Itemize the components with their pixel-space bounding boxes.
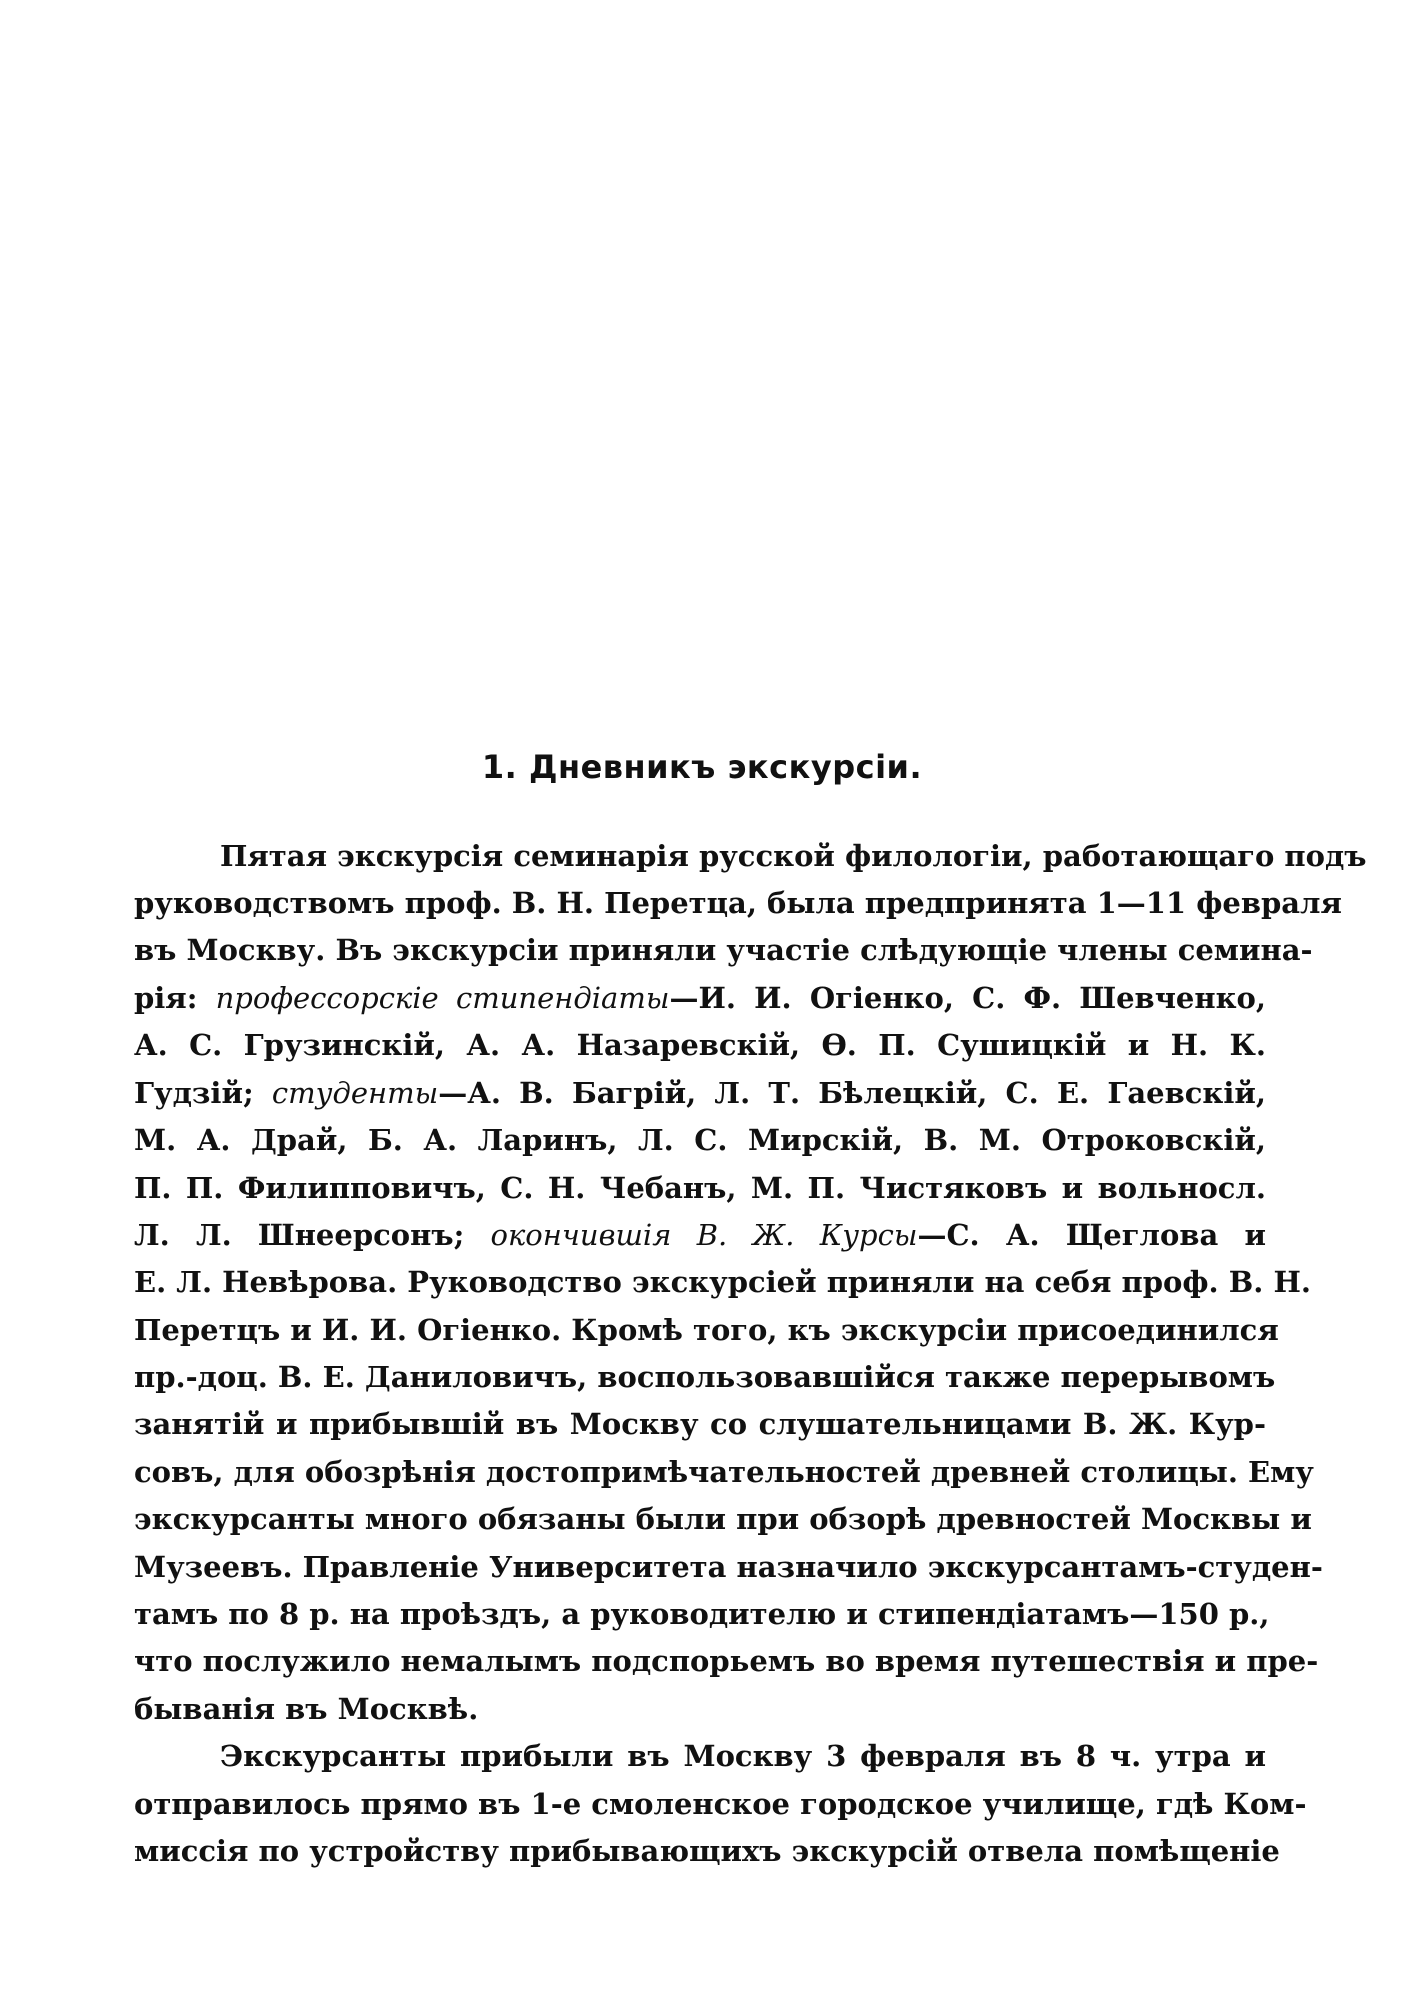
text-span: М. А. Драй, Б. А. Ларинъ, Л. С. Мирскій, В. М. Отроковскій, — [134, 1123, 1266, 1157]
text-span: въ Москву. Въ экскурсіи приняли участіе слѣдующіе члены семина- — [134, 933, 1313, 967]
text-line — [220, 1733, 1266, 1779]
text-span: тамъ по 8 р. на проѣздъ, а руководителю и стипендіатамъ—150 р., — [134, 1597, 1270, 1631]
text-span: Гудзій; — [134, 1076, 272, 1110]
text-span: экскурсанты много обязаны были при обзорѣ древностей Москвы и — [134, 1502, 1312, 1536]
text-span: отправилось прямо въ 1-е смоленское городское училище, гдѣ Ком- — [134, 1787, 1307, 1821]
text-span: Пятая экскурсія семинарія русской филологіи, работающаго подъ — [220, 839, 1367, 873]
text-line — [134, 1212, 1266, 1258]
text-span: совъ, для обозрѣнія достопримѣчательностей древней столицы. Ему — [134, 1455, 1314, 1489]
text-span: —А. В. Багрій, Л. Т. Бѣлецкій, С. Е. Гаевскій, — [438, 1076, 1266, 1110]
text-span: быванія въ Москвѣ. — [134, 1692, 479, 1726]
italic-text: окончившія В. Ж. Курсы — [490, 1218, 918, 1252]
text-line — [134, 1070, 1266, 1116]
text-line — [134, 927, 1313, 973]
text-line — [134, 1307, 1279, 1353]
text-span: рія: — [134, 981, 216, 1015]
text-line — [134, 1354, 1276, 1400]
text-span: Л. Л. Шнеерсонъ; — [134, 1218, 491, 1252]
text-span: Музеевъ. Правленіе Университета назначило экскурсантамъ-студен- — [134, 1550, 1323, 1584]
text-line — [134, 1165, 1266, 1211]
text-span: что послужило немалымъ подспорьемъ во время путешествія и пре- — [134, 1644, 1319, 1678]
text-span: Е. Л. Невѣрова. Руководство экскурсіей приняли на себя проф. В. Н. — [134, 1265, 1311, 1299]
italic-text: студенты — [271, 1076, 439, 1110]
text-span: руководствомъ проф. В. Н. Перетца, была предпринята 1—11 февраля — [134, 886, 1342, 920]
italic-text: профессорскіе стипендіаты — [215, 981, 670, 1015]
text-span: А. С. Грузинскій, А. А. Назаревскій, Ѳ. П. Сушицкій и Н. К. — [134, 1028, 1266, 1062]
text-span: пр.-доц. В. Е. Даниловичъ, воспользовавшійся также перерывомъ — [134, 1360, 1276, 1394]
text-line — [134, 975, 1266, 1021]
text-line — [134, 1449, 1314, 1495]
text-line — [134, 1828, 1280, 1874]
text-span: Перетцъ и И. И. Огіенко. Кромѣ того, къ экскурсіи присоединился — [134, 1313, 1279, 1347]
text-line — [134, 1591, 1270, 1637]
text-span: занятій и прибывшій въ Москву со слушательницами В. Ж. Кур- — [134, 1407, 1266, 1441]
text-span: миссія по устройству прибывающихъ экскурсій отвела помѣщеніе — [134, 1834, 1280, 1868]
text-line — [134, 1638, 1319, 1684]
text-span: —И. И. Огіенко, С. Ф. Шевченко, — [669, 981, 1266, 1015]
text-line — [134, 1259, 1311, 1305]
text-line — [134, 1781, 1307, 1827]
text-line — [134, 1022, 1266, 1068]
text-line — [220, 833, 1367, 879]
text-line — [134, 1544, 1323, 1590]
text-line — [134, 1117, 1266, 1163]
text-line — [134, 1496, 1312, 1542]
section-heading: 1. Дневникъ экскурсіи. — [481, 748, 923, 786]
text-line — [134, 880, 1342, 926]
text-span: —С. А. Щеглова и — [917, 1218, 1266, 1252]
text-line — [134, 1686, 1266, 1732]
text-span: П. П. Филипповичъ, С. Н. Чебанъ, М. П. Чистяковъ и вольносл. — [134, 1171, 1266, 1205]
text-span: Экскурсанты прибыли въ Москву 3 февраля въ 8 ч. утра и — [220, 1739, 1266, 1773]
text-line — [134, 1401, 1266, 1447]
